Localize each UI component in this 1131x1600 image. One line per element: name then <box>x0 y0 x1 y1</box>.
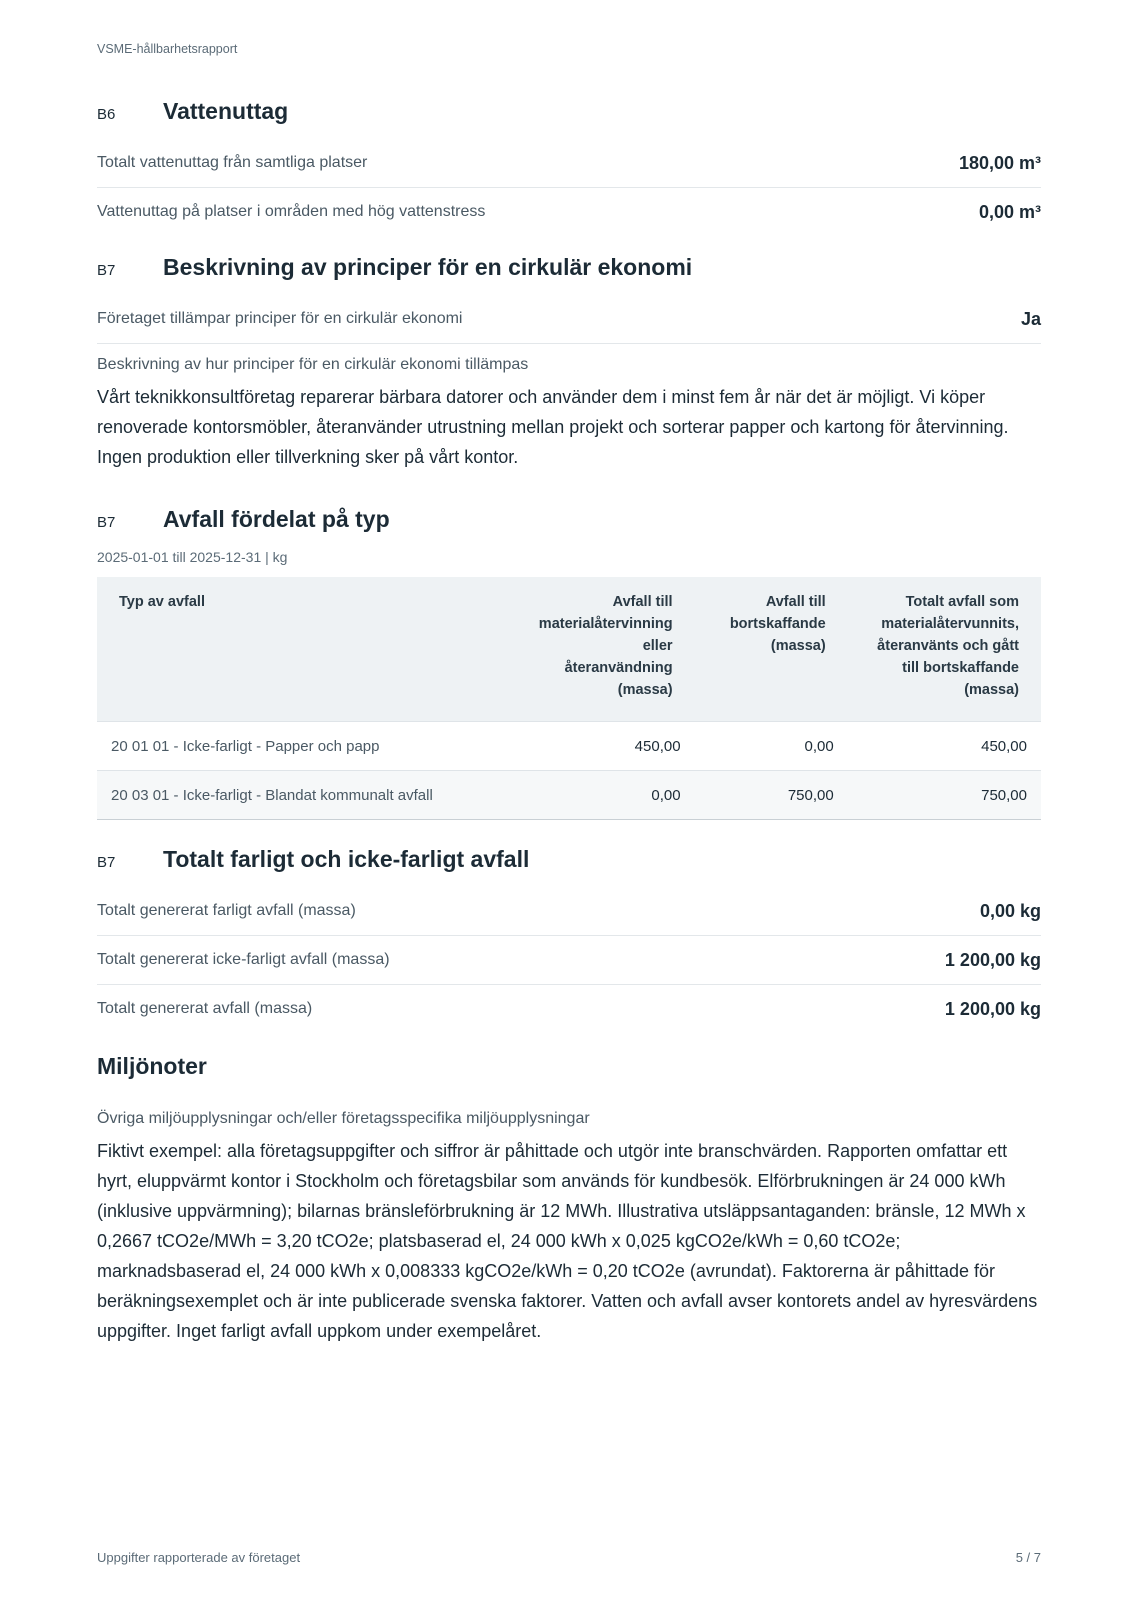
table-cell: 450,00 <box>511 722 695 771</box>
row-value: Ja <box>1020 308 1041 329</box>
row-value: 0,00 m³ <box>978 201 1041 222</box>
non-hazardous-waste-row <box>97 936 1041 985</box>
notes-text: Fiktivt exempel: alla företagsuppgifter och siffror är påhittade och utgör inte branschvärden. Rapporten omfattar ett hyrt, eluppvärmt kontor i Stockholm och företagsbilar som används för kundbesök. Elförbrukningen är 24 000 kWh (inklusive uppvärmning); bilarnas bränsleförbrukning är 12 MWh. Illustrativa utsläppsantaganden: bränsle, 12 MWh x 0,2667 tCO2e/MWh = 3,20 tCO2e; platsbaserad el, 24 000 kWh x 0,025 kgCO2e/kWh = 0,60 tCO2e; marknadsbaserad el, 24 000 kWh x 0,008333 kgCO2e/kWh = 0,20 tCO2e (avrundat). Faktorerna är påhittade för beräkningsexemplet och är inte publicerade svenska faktorer. Vatten och avfall avser kontorets andel av hyresvärdens uppgifter. Inget farligt avfall uppkom under exempelåret. <box>97 1141 1038 1341</box>
table-cell: 450,00 <box>848 722 1041 771</box>
table-row <box>97 722 1041 771</box>
table-cell: 0,00 <box>695 722 848 771</box>
row-label: Totalt genererat avfall (massa) <box>97 1000 313 1017</box>
row-value: 1 200,00 kg <box>944 949 1041 970</box>
section-water-heading <box>97 98 1041 125</box>
column-header: Typ av avfall <box>97 577 511 722</box>
section-title: Totalt farligt och icke-farligt avfall <box>163 846 530 872</box>
circular-description-label: Beskrivning av hur principer för en cirkulär ekonomi tillämpas <box>97 356 529 373</box>
table-cell: 750,00 <box>695 771 848 820</box>
water-total-row <box>97 139 1041 188</box>
column-header: Avfall till materialåtervinning eller återanvändning (massa) <box>511 577 695 722</box>
row-label: Vattenuttag på platser i områden med hög vattenstress <box>97 203 486 220</box>
water-stress-row <box>97 188 1041 236</box>
section-title: Avfall fördelat på typ <box>163 506 390 532</box>
report-header-title: VSME-hållbarhetsrapport <box>97 42 238 56</box>
notes-title: Miljönoter <box>97 1053 207 1079</box>
section-title: Beskrivning av principer för en cirkulär ekonomi <box>163 254 693 280</box>
section-code: B7 <box>97 262 116 279</box>
table-cell: 20 01 01 - Icke-farligt - Papper och papp <box>97 722 511 771</box>
row-label: Totalt vattenuttag från samtliga platser <box>97 154 368 171</box>
table-header-row <box>97 577 1041 722</box>
footer-source-text: Uppgifter rapporterade av företaget <box>97 1550 301 1565</box>
section-circular-heading <box>97 254 1041 281</box>
notes-label: Övriga miljöupplysningar och/eller företagsspecifika miljöupplysningar <box>97 1110 590 1127</box>
table-cell: 0,00 <box>511 771 695 820</box>
row-value: 180,00 m³ <box>958 152 1041 173</box>
hazardous-waste-row <box>97 887 1041 936</box>
section-waste-type-heading <box>97 506 1041 533</box>
section-waste-total-heading <box>97 846 1041 873</box>
circular-description-text: Vårt teknikkonsultföretag reparerar bärbara datorer och använder dem i minst fem år när det är möjligt. Vi köper renoverade kontorsmöbler, återanvänder utrustning mellan projekt och sorterar papper och kartong för återvinning. Ingen produktion eller tillverkning sker på vårt kontor. <box>97 387 1009 467</box>
section-title: Vattenuttag <box>163 98 289 124</box>
total-waste-row <box>97 985 1041 1033</box>
circular-applies-row <box>97 295 1041 344</box>
row-value: 0,00 kg <box>979 900 1041 921</box>
table-cell: 750,00 <box>848 771 1041 820</box>
section-code: B7 <box>97 514 116 531</box>
row-value: 1 200,00 kg <box>944 998 1041 1019</box>
row-label: Företaget tillämpar principer för en cirkulär ekonomi <box>97 310 463 327</box>
table-row <box>97 771 1041 820</box>
section-code: B6 <box>97 106 116 123</box>
row-label: Totalt genererat icke-farligt avfall (massa) <box>97 951 390 968</box>
section-code: B7 <box>97 854 116 871</box>
report-content <box>97 98 1041 1346</box>
column-header: Avfall till bortskaffande (massa) <box>695 577 848 722</box>
waste-type-table <box>97 577 1041 820</box>
row-label: Totalt genererat farligt avfall (massa) <box>97 902 356 919</box>
waste-period-subtitle: 2025-01-01 till 2025-12-31 | kg <box>97 549 288 565</box>
table-cell: 20 03 01 - Icke-farligt - Blandat kommunalt avfall <box>97 771 511 820</box>
page-number: 5 / 7 <box>1015 1550 1041 1565</box>
column-header: Totalt avfall som materialåtervunnits, återanvänts och gått till bortskaffande (massa) <box>848 577 1041 722</box>
